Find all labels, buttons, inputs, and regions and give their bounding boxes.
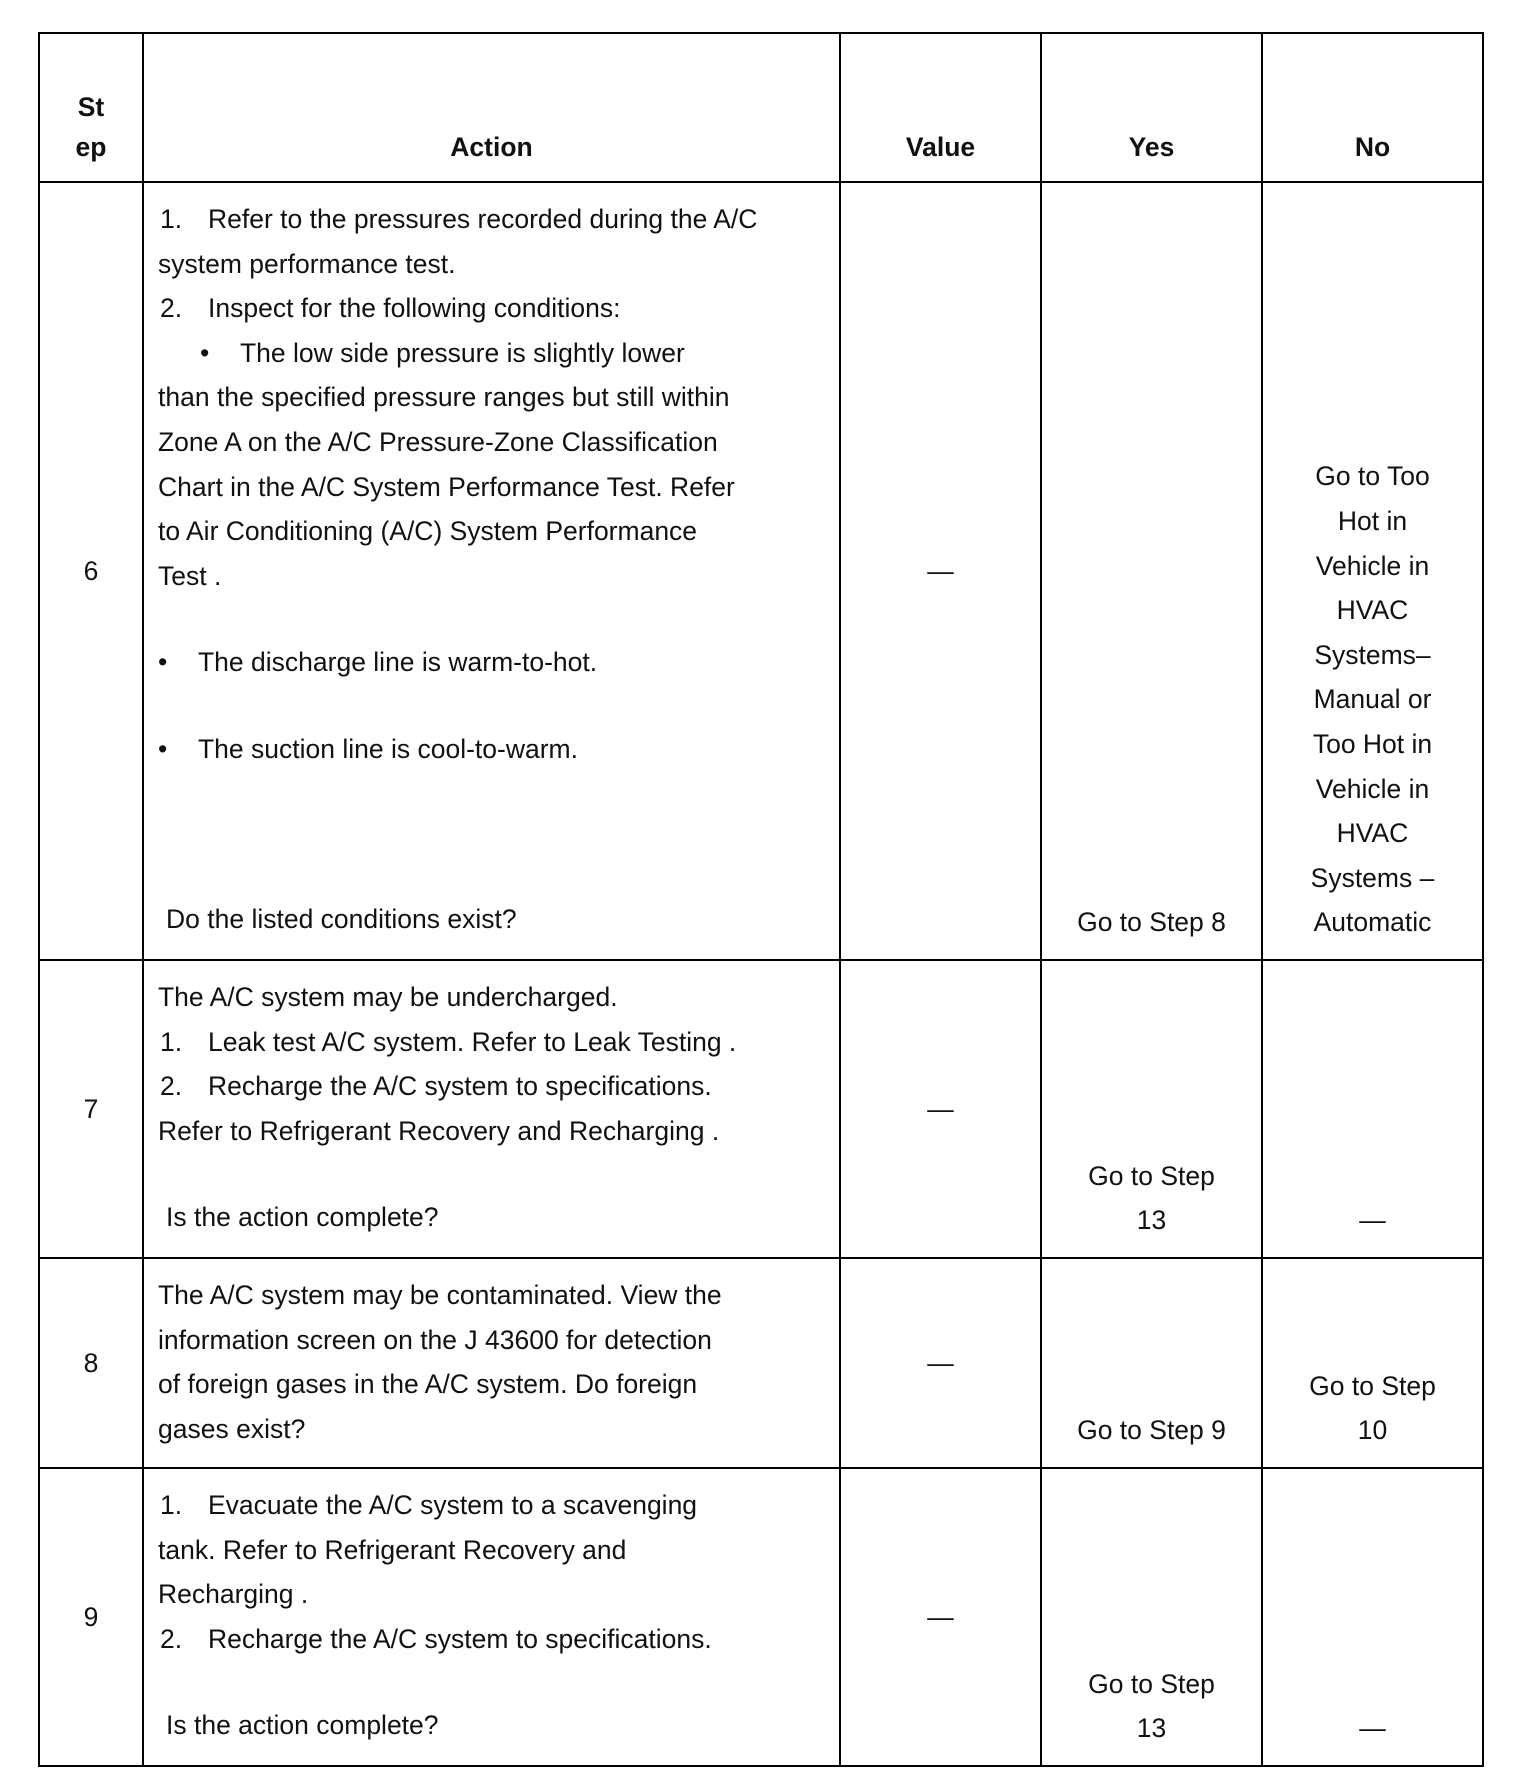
no-line: HVAC (1336, 595, 1409, 626)
header-step-line2: ep (75, 132, 107, 162)
no-cell (1262, 182, 1483, 960)
action-item: 1. Leak test A/C system. Refer to Leak Testing . (160, 1026, 737, 1057)
header-value: Value (840, 33, 1041, 182)
bullet-icon: • (158, 733, 168, 764)
action-line: Chart in the A/C System Performance Test. Refer (158, 471, 735, 502)
no-line: Go to Too (1315, 461, 1430, 492)
no-line: Systems– (1314, 639, 1431, 670)
action-line: Zone A on the A/C Pressure-Zone Classification (158, 426, 718, 457)
action-item: 2. Recharge the A/C system to specifications. (160, 1623, 712, 1654)
yes-line: 13 (1136, 1713, 1167, 1744)
table-row-step-9 (39, 1468, 1483, 1766)
no-cell (1262, 1258, 1483, 1468)
action-cell (143, 182, 840, 960)
action-item: 2. Recharge the A/C system to specifications. (160, 1071, 712, 1102)
no-line: Go to Step (1309, 1370, 1436, 1401)
action-item: 2. Inspect for the following conditions: (160, 293, 621, 324)
yes-line: Go to Step (1088, 1668, 1215, 1699)
action-cell (143, 1468, 840, 1766)
action-question: Do the listed conditions exist? (166, 903, 517, 934)
action-line: Refer to Refrigerant Recovery and Recharging . (158, 1115, 720, 1146)
action-cell (143, 960, 840, 1258)
header-yes: Yes (1041, 33, 1262, 182)
no-line: Hot in (1337, 506, 1408, 537)
yes-cell: Go to Step 9 (1041, 1258, 1262, 1468)
table-header-row (39, 33, 1483, 182)
no-line: Vehicle in (1315, 773, 1430, 804)
action-line: system performance test. (158, 248, 456, 279)
table-row-step-7 (39, 960, 1483, 1258)
no-cell: — (1262, 960, 1483, 1258)
step-number: 8 (39, 1258, 143, 1468)
yes-cell (1041, 1468, 1262, 1766)
action-item: 1. Evacuate the A/C system to a scavenging (160, 1490, 698, 1520)
action-question: Is the action complete? (166, 1202, 439, 1233)
yes-cell (1041, 960, 1262, 1258)
no-line: HVAC (1336, 818, 1409, 849)
bullet-icon: • (200, 337, 210, 368)
no-line: 10 (1357, 1415, 1388, 1446)
action-line: of foreign gases in the A/C system. Do foreign (158, 1369, 698, 1400)
header-step-line1: St (77, 92, 105, 122)
action-item: 1. Refer to the pressures recorded during the A/C (160, 204, 758, 234)
action-bullet: • The low side pressure is slightly lower (158, 331, 809, 376)
step-number: 7 (39, 960, 143, 1258)
diagnostic-table (38, 32, 1484, 1767)
action-question: Is the action complete? (166, 1710, 439, 1741)
value-cell: — (840, 1468, 1041, 1766)
no-line: Too Hot in (1312, 729, 1433, 760)
value-cell: — (840, 182, 1041, 960)
yes-line: 13 (1136, 1205, 1167, 1236)
step-number: 6 (39, 182, 143, 960)
no-line: Manual or (1313, 684, 1432, 715)
table-row-step-6 (39, 182, 1483, 960)
no-line: Vehicle in (1315, 550, 1430, 581)
yes-line: Go to Step (1088, 1160, 1215, 1191)
action-line: gases exist? (158, 1413, 306, 1444)
action-cell (143, 1258, 840, 1468)
action-line: tank. Refer to Refrigerant Recovery and (158, 1534, 627, 1565)
action-line: The A/C system may be contaminated. View the (158, 1280, 722, 1310)
value-cell: — (840, 1258, 1041, 1468)
action-line: The A/C system may be undercharged. (158, 982, 618, 1012)
value-cell: — (840, 960, 1041, 1258)
action-line: Recharging . (158, 1579, 309, 1610)
action-line: Test . (158, 560, 222, 591)
action-line: to Air Conditioning (A/C) System Performance (158, 516, 698, 547)
no-cell: — (1262, 1468, 1483, 1766)
action-line: information screen on the J 43600 for detection (158, 1324, 712, 1355)
no-line: Automatic (1313, 907, 1432, 938)
header-step (39, 33, 143, 182)
table-row-step-8 (39, 1258, 1483, 1468)
action-bullet: • The suction line is cool-to-warm. (158, 727, 809, 772)
action-line: than the specified pressure ranges but still within (158, 382, 730, 413)
no-line: Systems – (1310, 862, 1435, 893)
header-no: No (1262, 33, 1483, 182)
step-number: 9 (39, 1468, 143, 1766)
header-action: Action (143, 33, 840, 182)
yes-cell: Go to Step 8 (1041, 182, 1262, 960)
bullet-icon: • (158, 647, 168, 678)
action-bullet: • The discharge line is warm-to-hot. (158, 640, 809, 685)
